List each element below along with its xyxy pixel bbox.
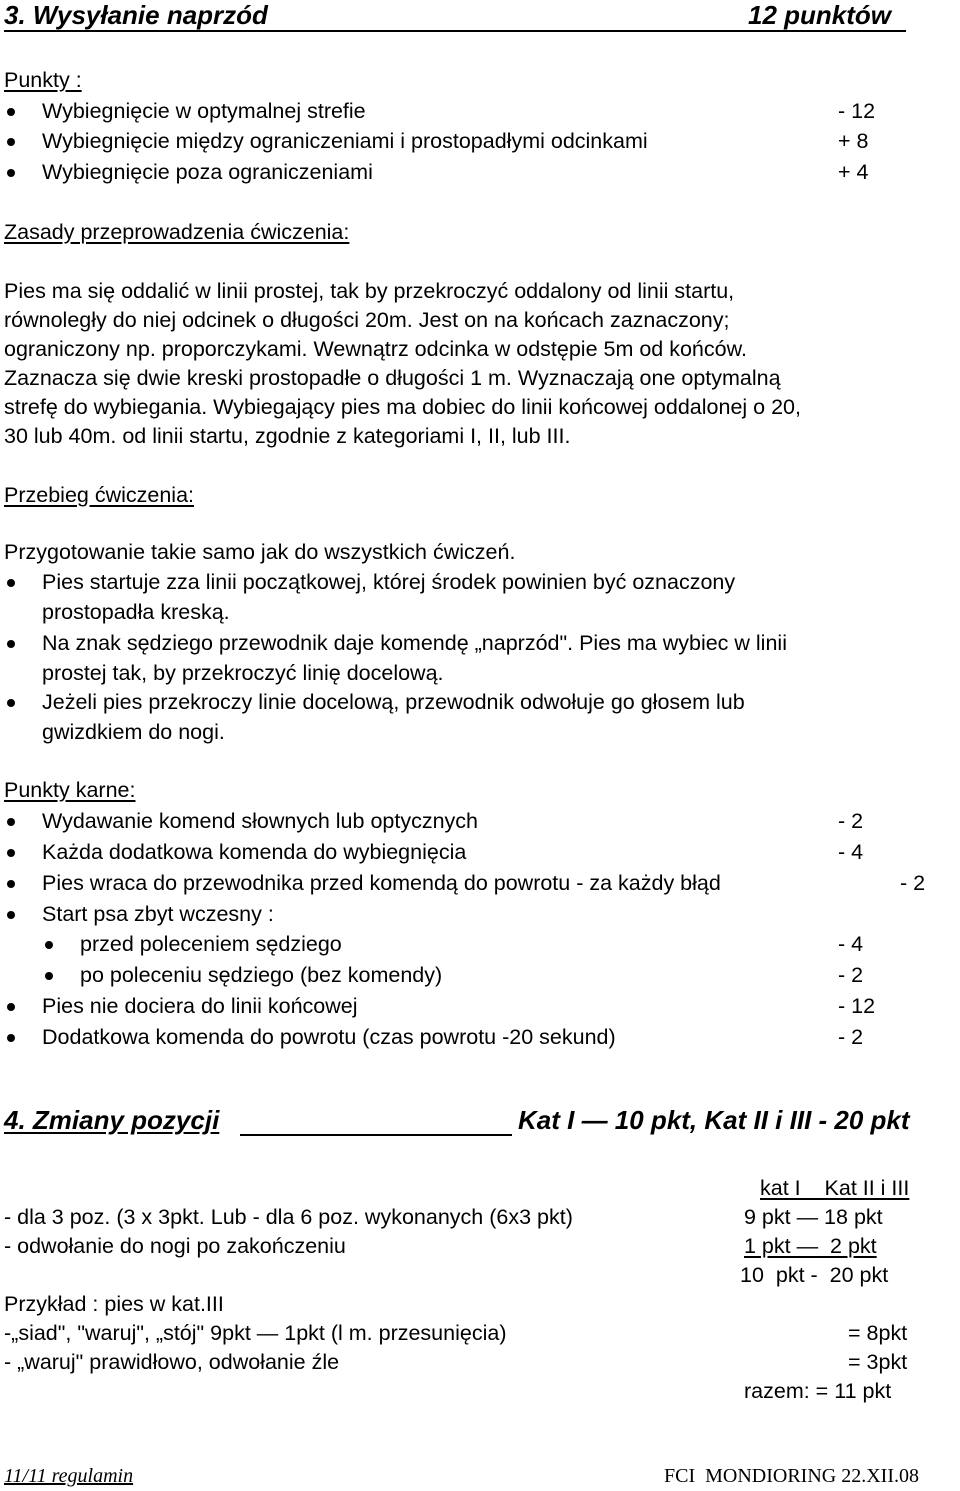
section-3-rule <box>4 30 906 32</box>
penalty-value: - 2 <box>838 1025 864 1049</box>
rules-heading: Zasady przeprowadzenia ćwiczenia: <box>4 220 350 244</box>
section-4-title: 4. Zmiany pozycji <box>4 1105 220 1135</box>
penalty-item: Pies nie dociera do linii końcowej <box>42 994 358 1018</box>
course-item: Jeżeli pies przekroczy linie docelową, przewodnik odwołuje go głosem lub <box>42 690 745 714</box>
rules-line: Zaznacza się dwie kreski prostopadłe o długości 1 m. Wyznaczają one optymalną <box>4 366 781 390</box>
section-4-rule <box>240 1134 512 1136</box>
scoring-heading: Punkty : <box>4 68 82 92</box>
footer-page: 11/11 regulamin <box>4 1465 134 1487</box>
scoring-item: Wybiegnięcie w optymalnej strefie <box>42 99 366 123</box>
penalty-value: - 4 <box>838 932 864 956</box>
penalty-value: - 4 <box>838 840 864 864</box>
rules-line: równoległy do niej odcinek o długości 20m. Jest on na końcach zaznaczony; <box>4 308 730 332</box>
penalty-heading: Punkty karne: <box>4 778 136 802</box>
example-line: - „waruj" prawidłowo, odwołanie źle <box>4 1350 340 1374</box>
course-item-cont: gwizdkiem do nogi. <box>42 720 225 744</box>
category-header: kat I Kat II i III <box>760 1176 910 1200</box>
score-row-label: - dla 3 poz. (3 x 3pkt. Lub - dla 6 poz. wykonanych (6x3 pkt) <box>4 1205 573 1229</box>
scoring-value: + 4 <box>838 160 869 184</box>
scoring-item: Wybiegnięcie między ograniczeniami i prostopadłymi odcinkami <box>42 129 648 153</box>
section-3-points: 12 punktów <box>748 0 892 30</box>
section-4-points: Kat I — 10 pkt, Kat II i III - 20 pkt <box>518 1105 910 1135</box>
section-3-title: 3. Wysyłanie naprzód <box>4 0 268 30</box>
course-heading: Przebieg ćwiczenia: <box>4 483 195 507</box>
penalty-value: - 2 <box>900 871 926 895</box>
rules-line: 30 lub 40m. od linii startu, zgodnie z kategoriami I, II, lub III. <box>4 424 571 448</box>
score-total: 10 pkt - 20 pkt <box>740 1263 889 1287</box>
penalty-item: Wydawanie komend słownych lub optycznych <box>42 809 478 833</box>
penalty-item: Każda dodatkowa komenda do wybiegnięcia <box>42 840 467 864</box>
course-item-cont: prostej tak, by przekroczyć linię docelową. <box>42 661 444 685</box>
example-value: = 8pkt <box>848 1321 908 1345</box>
scoring-value: + 8 <box>838 129 869 153</box>
rules-line: Pies ma się oddalić w linii prostej, tak by przekroczyć oddalony od linii startu, <box>4 279 735 303</box>
scoring-value: - 12 <box>838 99 876 123</box>
course-intro: Przygotowanie takie samo jak do wszystkich ćwiczeń. <box>4 540 516 564</box>
scoring-item: Wybiegnięcie poza ograniczeniami <box>42 160 373 184</box>
penalty-value: - 2 <box>838 809 864 833</box>
penalty-item: Dodatkowa komenda do powrotu (czas powrotu -20 sekund) <box>42 1025 616 1049</box>
course-item: Pies startuje zza linii początkowej, której środek powinien być oznaczony <box>42 570 736 594</box>
score-row-value: 9 pkt — 18 pkt <box>744 1205 883 1229</box>
rules-line: strefę do wybiegania. Wybiegający pies ma dobiec do linii końcowej oddalonej o 20, <box>4 395 801 419</box>
example-heading: Przykład : pies w kat.III <box>4 1292 224 1316</box>
example-line: -„siad", "waruj", „stój" 9pkt — 1pkt (l m. przesunięcia) <box>4 1321 507 1345</box>
score-row-label: - odwołanie do nogi po zakończeniu <box>4 1234 346 1258</box>
penalty-value: - 2 <box>838 963 864 987</box>
footer-doc: FCI MONDIORING 22.XII.08 <box>664 1465 919 1487</box>
example-value: = 3pkt <box>848 1350 908 1374</box>
penalty-subitem: przed poleceniem sędziego <box>80 932 342 956</box>
example-total: razem: = 11 pkt <box>744 1379 892 1403</box>
rules-line: ograniczony np. proporczykami. Wewnątrz odcinka w odstępie 5m od końców. <box>4 337 747 361</box>
penalty-value: - 12 <box>838 994 876 1018</box>
course-item: Na znak sędziego przewodnik daje komendę „naprzód". Pies ma wybiec w linii <box>42 631 787 655</box>
penalty-item: Pies wraca do przewodnika przed komendą do powrotu - za każdy błąd <box>42 871 721 895</box>
penalty-subitem: po poleceniu sędziego (bez komendy) <box>80 963 443 987</box>
penalty-item: Start psa zbyt wczesny : <box>42 902 274 926</box>
course-item-cont: prostopadła kreską. <box>42 600 230 624</box>
score-row-value: 1 pkt — 2 pkt <box>744 1234 877 1258</box>
